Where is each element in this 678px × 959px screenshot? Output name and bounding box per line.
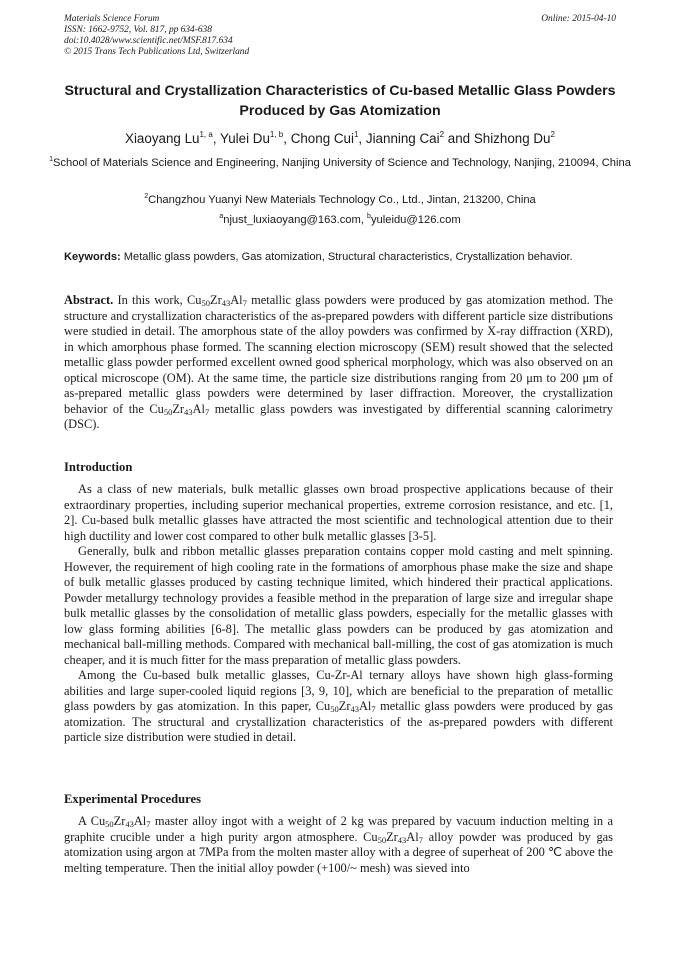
introduction-body bbox=[64, 482, 613, 746]
keywords-text: Metallic glass powders, Gas atomization, Structural characteristics, Crystallization behavior. bbox=[120, 251, 573, 263]
author-sup: 1 bbox=[353, 130, 359, 139]
keywords-label: Keywords: bbox=[64, 251, 121, 263]
author-name: Yulei Du bbox=[220, 131, 270, 146]
author-name: Shizhong Du bbox=[473, 131, 551, 146]
affiliation-2: $^2$Changzhou Yuanyi New Materials Technology Co., Ltd., Jintan, 213200, China bbox=[144, 193, 536, 206]
introduction-heading: Introduction bbox=[64, 460, 133, 474]
alloy-formula: $Cu_{50}Zr_{43}Al_7$ bbox=[149, 401, 210, 417]
journal-name: Materials Science Forum bbox=[64, 14, 160, 24]
online-date: Online: 2015-04-10 bbox=[541, 14, 616, 24]
author-name: Xiaoyang Lu bbox=[125, 131, 200, 146]
author-sup: 1, b bbox=[269, 130, 284, 139]
paper-title: Structural and Crystallization Characteristics of Cu-based Metallic Glass Powders Produced by Gas Atomization bbox=[64, 83, 616, 119]
paragraph: Among the Cu-based bulk metallic glasses, Cu-Zr-Al ternary alloys have shown high glass-forming abilities and large super-cooled liquid regions [3, 9, 10], which are beneficial to the preparation of metallic glass powders by gas atomization. In this paper, $Cu_{50}Zr_{43}Al_7$ metallic glass powders were produced by gas atomization. The structural and crystallization characteristics of the as-prepared powders with different particle size distribution were studied in detail. bbox=[64, 668, 614, 744]
paragraph: Generally, bulk and ribbon metallic glasses preparation contains copper mold casting and melt spinning. However, the requirement of high cooling rate in the formations of amorphous phase make the size and shape of bulk metallic glasses produced by casting technique limited, which hindered their practical applications. Powder metallurgy technology provides a feasible method in the preparation of large size and irregular shape bulk metallic glasses by the consolidation of metallic glass powders, especially for the metallic glasses with low glass forming abilities [6-8]. The metallic glass powders can be produced by gas atomization and mechanical ball-milling methods. Compared with mechanical ball-milling, the cost of gas atomization is much cheaper, and it is much fitter for the mass preparation of metallic glass powders. bbox=[64, 544, 613, 667]
author-emails: $^a$njust_luxiaoyang@163.com, $^b$yuleidu@126.com bbox=[219, 213, 461, 226]
abstract: Abstract. In this work, $Cu_{50}Zr_{43}Al_7$ metallic glass powders were produced by gas atomization method. The structure and crystallization characteristics of the as-prepared powders with different particle size distributions were studied in detail. The amorphous state of the alloy powders was confirmed by X-ray diffraction (XRD), in which amorphous phase formed. The scanning election microscopy (SEM) result showed that the selected metallic glass powder performed excellent owned good spherical morphology, which was also observed on an optical microscope (OM). At the same time, the particle size distributions ranging from 20 μm to 200 μm of as-prepared metallic glass powders were determined by laser diffraction. Moreover, the crystallization behavior of the $Cu_{50}Zr_{43}Al_7$ metallic glass powders was investigated by differential scanning calorimetry (DSC). bbox=[64, 293, 613, 431]
author-list: Xiaoyang Lu$^{1, a}$, Yulei Du$^{1, b}$, Chong Cui$^1$, Jianning Cai$^2$ and Shizhong Du$^2$ bbox=[125, 130, 555, 146]
email-b: yuleidu@126.com bbox=[370, 214, 461, 226]
affiliation-1: $^1$School of Materials Science and Engineering, Nanjing University of Science and Technology, Nanjing, 210094, China bbox=[49, 156, 631, 169]
author-sup: 2 bbox=[439, 130, 445, 139]
doi: doi:10.4028/www.scientific.net/MSF.817.634 bbox=[64, 36, 233, 46]
email-a: njust_luxiaoyang@163.com, bbox=[223, 214, 368, 226]
abstract-label: Abstract. bbox=[64, 293, 114, 307]
issn: ISSN: 1662-9752, Vol. 817, pp 634-638 bbox=[64, 25, 212, 35]
keywords bbox=[64, 250, 613, 265]
experimental-body bbox=[64, 814, 613, 876]
author-name: Chong Cui bbox=[290, 131, 354, 146]
alloy-formula: $Cu_{50}Zr_{43}Al_7$ bbox=[315, 699, 376, 714]
experimental-heading: Experimental Procedures bbox=[64, 792, 201, 806]
author-name: Jianning Cai bbox=[365, 131, 440, 146]
alloy-formula: $Cu_{50}Zr_{43}Al_7$ bbox=[90, 814, 151, 829]
paragraph: A $Cu_{50}Zr_{43}Al_7$ master alloy ingot with a weight of 2 kg was prepared by vacuum induction melting in a graphite crucible under a high purity argon atmosphere. $Cu_{50}Zr_{43}Al_7$ alloy powder was produced by gas atomization using argon at 7MPa from the molten master alloy with a degree of superheat of 200 ℃ above the melting temperature. Then the initial alloy powder (+100/~ mesh) was sieved into bbox=[64, 814, 613, 875]
author-sup: 2 bbox=[550, 130, 555, 139]
paragraph: As a class of new materials, bulk metallic glasses own broad prospective applications because of their extraordinary properties, including superior mechanical properties, extreme corrosion resistance, and etc. [1, 2]. Cu-based bulk metallic glasses have attracted the most scientific and technological attention due to their high ductility and lower cost compared to other bulk metallic glasses [3-5]. bbox=[64, 482, 613, 543]
journal-header bbox=[64, 14, 616, 58]
copyright: © 2015 Trans Tech Publications Ltd, Switzerland bbox=[64, 47, 250, 57]
alloy-formula: $Cu_{50}Zr_{43}Al_7$ bbox=[187, 293, 247, 308]
author-sup: 1, a bbox=[199, 130, 213, 139]
alloy-formula: $Cu_{50}Zr_{43}Al_7$ bbox=[363, 829, 423, 845]
